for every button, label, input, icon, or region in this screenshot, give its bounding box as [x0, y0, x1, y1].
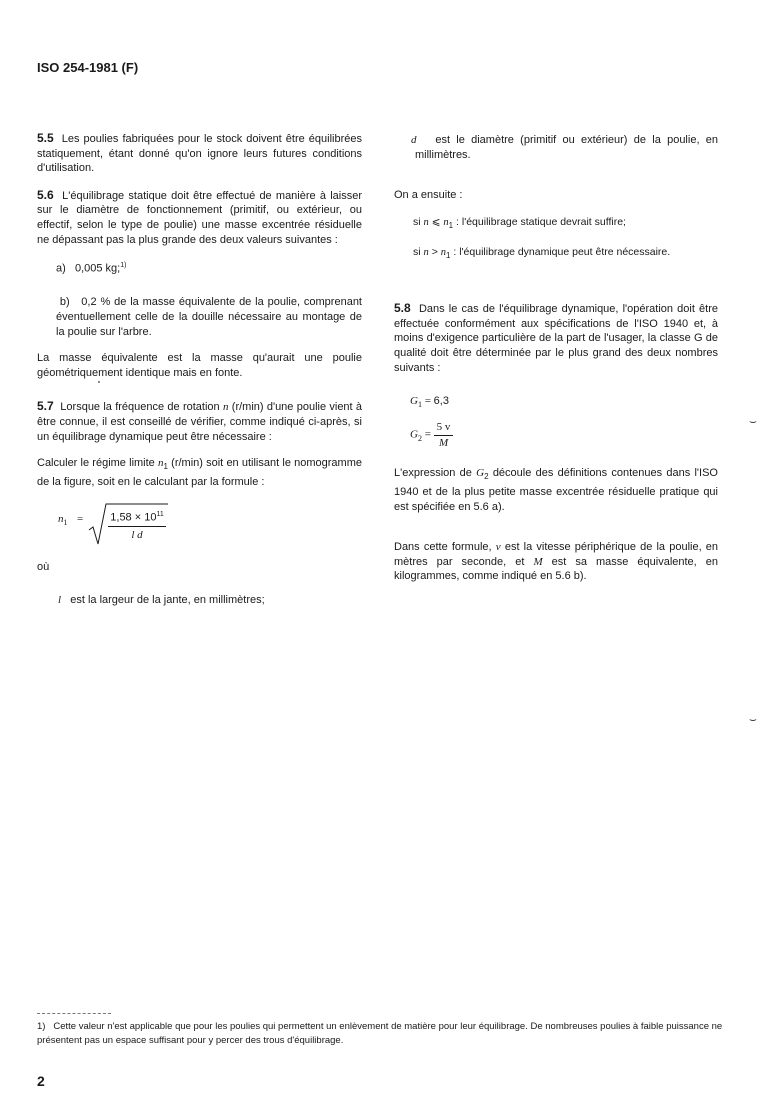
condition-si: si — [413, 246, 421, 259]
section-number: 5.8 — [394, 301, 411, 316]
definition-text: est le diamètre (primitif ou extérieur) de la poulie, en millimètres. — [415, 134, 719, 161]
paragraph-text: Dans cette formule, — [394, 541, 492, 554]
stray-dot — [98, 381, 100, 383]
item-label: b) — [59, 296, 70, 309]
subscript: 2 — [484, 472, 489, 482]
margin-mark-top: ⌣ — [749, 414, 757, 428]
section-5-6 — [37, 188, 362, 247]
ou-label: où — [37, 560, 50, 573]
variable-n1: n — [440, 247, 446, 259]
equivalent-mass-definition: La masse équivalente est la masse qu'aurait une poulie géométriquement identique mais en fonte. — [37, 352, 362, 379]
g1-value: 6,3 — [433, 395, 449, 408]
definition-text: est la largeur de la jante, en millimètres; — [70, 594, 265, 607]
paragraph-text: L'équilibrage statique doit être effectué de manière à laisser sur le diamètre de fonctionnement (primitif, ou extérieur, ou effectif, selon le type de poulie) une masse excentrée résiduelle ne dépassant pas la plus grande des deux valeurs suivantes : — [37, 189, 362, 246]
formula-lhs — [58, 512, 68, 531]
subscript: 1 — [446, 251, 451, 261]
paragraph-text: (r/min) d'une poulie vient à être connue, il est conseillé de vérifier, comme indiqué ci-après, si un équilibrage dynamique peut être nécessaire : — [37, 401, 363, 443]
g2-expression-note — [394, 466, 718, 514]
subscript: 1 — [417, 400, 422, 410]
variable-l: l — [58, 594, 62, 607]
section-5-8 — [394, 301, 718, 375]
right-column — [394, 133, 718, 584]
section-5-5 — [37, 131, 362, 176]
item-text: 0,005 kg; — [74, 262, 121, 275]
g2-fraction — [434, 420, 454, 450]
paragraph-text: (r/min) soit en utilisant le nomogramme de la figure, soit en le calculant par la formule : — [37, 457, 362, 488]
formula-numerator — [108, 508, 166, 527]
g2-formula — [394, 420, 718, 454]
on-a-ensuite: On a ensuite : — [394, 189, 463, 202]
formula-var: n — [58, 512, 64, 525]
formula-explanation — [394, 540, 718, 584]
condition-text: : l'équilibrage dynamique peut être nécessaire. — [453, 246, 671, 259]
section-number: 5.7 — [37, 399, 54, 414]
condition-static — [394, 215, 718, 234]
operator: > — [431, 246, 438, 259]
variable-n1: n — [158, 457, 164, 470]
footnote-ref: 1) — [120, 262, 127, 270]
exponent: 11 — [156, 510, 164, 518]
paragraph-text: découle des définitions contenues dans l'ISO 1940 et de la plus petite masse excentrée résiduelle pratique qui est spécifiée en 5.6 a). — [394, 467, 718, 513]
subscript: 2 — [417, 433, 422, 443]
section-number: 5.6 — [37, 187, 54, 202]
variable-g: G — [410, 428, 418, 441]
variable-n: n — [423, 216, 429, 228]
calculation-instruction — [37, 456, 362, 489]
formula-equals: = — [424, 428, 431, 441]
g2-denominator: M — [438, 436, 449, 449]
formula-equals: = — [77, 512, 84, 525]
footnote-separator — [37, 1013, 111, 1014]
g2-numerator: 5 v — [434, 420, 454, 436]
margin-mark-bottom: ⌣ — [749, 712, 757, 726]
variable-g: G — [476, 467, 485, 480]
limit-speed-formula — [58, 502, 362, 548]
g1-formula — [394, 394, 718, 412]
document-header: ISO 254-1981 (F) — [37, 60, 139, 75]
variable-v: v — [495, 541, 501, 554]
footnote-number: 1) — [37, 1021, 46, 1032]
footnote-text: Cette valeur n'est applicable que pour les poulies qui permettent un enlèvement de matière pour leur équilibrage. De nombreuses poulies à faible puissance ne présentent pas un espace suffisant pour y percer des trous d'équilibrage. — [37, 1021, 723, 1046]
variable-n: n — [423, 247, 429, 259]
subscript: 1 — [448, 220, 454, 230]
footnote — [37, 1020, 727, 1047]
item-label: a) — [56, 262, 66, 275]
formula-fraction — [108, 508, 166, 543]
variable-m: M — [533, 555, 543, 568]
condition-si: si — [413, 215, 421, 228]
numerator-text: 1,58 × 10 — [110, 511, 157, 524]
l-definition — [37, 593, 362, 608]
paragraph-text: Les poulies fabriquées pour le stock doivent être équilibrées statiquement, étant donné qu'on ignore leurs futures conditions d'utilisation. — [37, 133, 362, 175]
paragraph-text: est sa masse équivalente, en kilogrammes, comme indiqué en 5.6 b). — [394, 555, 718, 583]
variable-d: d — [411, 134, 417, 146]
formula-equals: = — [424, 395, 431, 408]
paragraph-text: Dans le cas de l'équilibrage dynamique, l'opération doit être effectuée conformément aux spécifications de l'ISO 1940 et, à moins d'exigence particulière de la part de l'usager, la classe G de qualité doit être déterminée par le plus grand des deux nombres suivants : — [394, 303, 718, 374]
variable-n1: n — [443, 216, 449, 228]
page-number: 2 — [37, 1073, 45, 1089]
subscript: 1 — [163, 462, 168, 472]
list-item-a — [37, 259, 362, 276]
paragraph-text: est la vitesse périphérique de la poulie, en mètres par seconde, et — [394, 541, 719, 568]
condition-text: : l'équilibrage statique devrait suffire; — [456, 215, 626, 228]
formula-denominator: l d — [131, 528, 143, 541]
paragraph-text: Lorsque la fréquence de rotation — [60, 401, 220, 414]
paragraph-text: L'expression de — [394, 467, 472, 480]
list-item-b — [37, 295, 362, 339]
variable-g: G — [410, 395, 418, 408]
operator: ⩽ — [431, 215, 441, 228]
formula-sub: 1 — [63, 517, 68, 527]
left-column — [37, 131, 362, 608]
item-text: 0,2 % de la masse équivalente de la poulie, comprenant éventuellement celle de la douille nécessaire au montage de la poulie sur l'arbre. — [56, 296, 362, 338]
d-definition — [394, 133, 718, 162]
variable-n: n — [222, 401, 229, 414]
paragraph-text: Calculer le régime limite — [37, 457, 155, 470]
section-5-7 — [37, 399, 362, 444]
section-number: 5.5 — [37, 131, 54, 145]
condition-dynamic — [394, 245, 718, 264]
